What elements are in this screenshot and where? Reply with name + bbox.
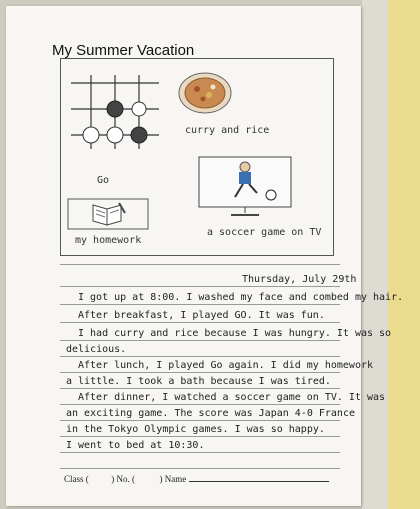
diary-line: a little. I took a bath because I was tired. [66, 376, 331, 387]
go-board-drawing [69, 73, 161, 151]
ruled-line [60, 420, 340, 421]
ruled-line [60, 264, 340, 265]
curry-label: curry and rice [185, 125, 270, 136]
name-field[interactable] [189, 481, 329, 482]
ruled-line [60, 452, 340, 453]
student-info-footer [64, 474, 329, 484]
diary-line: in the Tokyo Olympic games. I was so happy. [66, 424, 325, 435]
ruled-line [60, 304, 340, 305]
diary-date: Thursday, July 29th [242, 274, 357, 285]
diary-line: an exciting game. The score was Japan 4-0 France [66, 408, 355, 419]
ruled-line [60, 356, 340, 357]
diary-line: After dinner, I watched a soccer game on TV. It was [78, 392, 386, 403]
ruled-line [60, 372, 340, 373]
homework-book-drawing [67, 197, 149, 231]
ruled-line [60, 388, 340, 389]
curry-plate-drawing [177, 71, 233, 115]
ruled-line [60, 286, 340, 287]
diary-line: delicious. [66, 344, 127, 355]
diary-line: I got up at 8:00. I washed my face and combed my hair. [78, 292, 404, 303]
name-label: ) Name [159, 474, 187, 484]
soccer-tv-drawing [197, 155, 293, 221]
background-edge [362, 0, 388, 509]
background-yellow [388, 0, 420, 509]
go-label: Go [97, 175, 110, 186]
class-label: Class ( [64, 474, 89, 484]
ruled-line [60, 436, 340, 437]
picture-frame [60, 58, 334, 256]
diary-line: After breakfast, I played GO. It was fun. [78, 310, 325, 321]
ruled-line [60, 468, 340, 469]
ruled-line [60, 322, 340, 323]
diary-line: After lunch, I played Go again. I did my homework [78, 360, 374, 371]
homework-label: my homework [75, 235, 142, 246]
ruled-line [60, 404, 340, 405]
page-title: My Summer Vacation [52, 42, 195, 59]
diary-line: I had curry and rice because I was hungry. It was so [78, 328, 392, 339]
soccer-label: a soccer game on TV [207, 227, 322, 238]
ruled-line [60, 340, 340, 341]
number-label: ) No. ( [111, 474, 135, 484]
diary-line: I went to bed at 10:30. [66, 440, 205, 451]
